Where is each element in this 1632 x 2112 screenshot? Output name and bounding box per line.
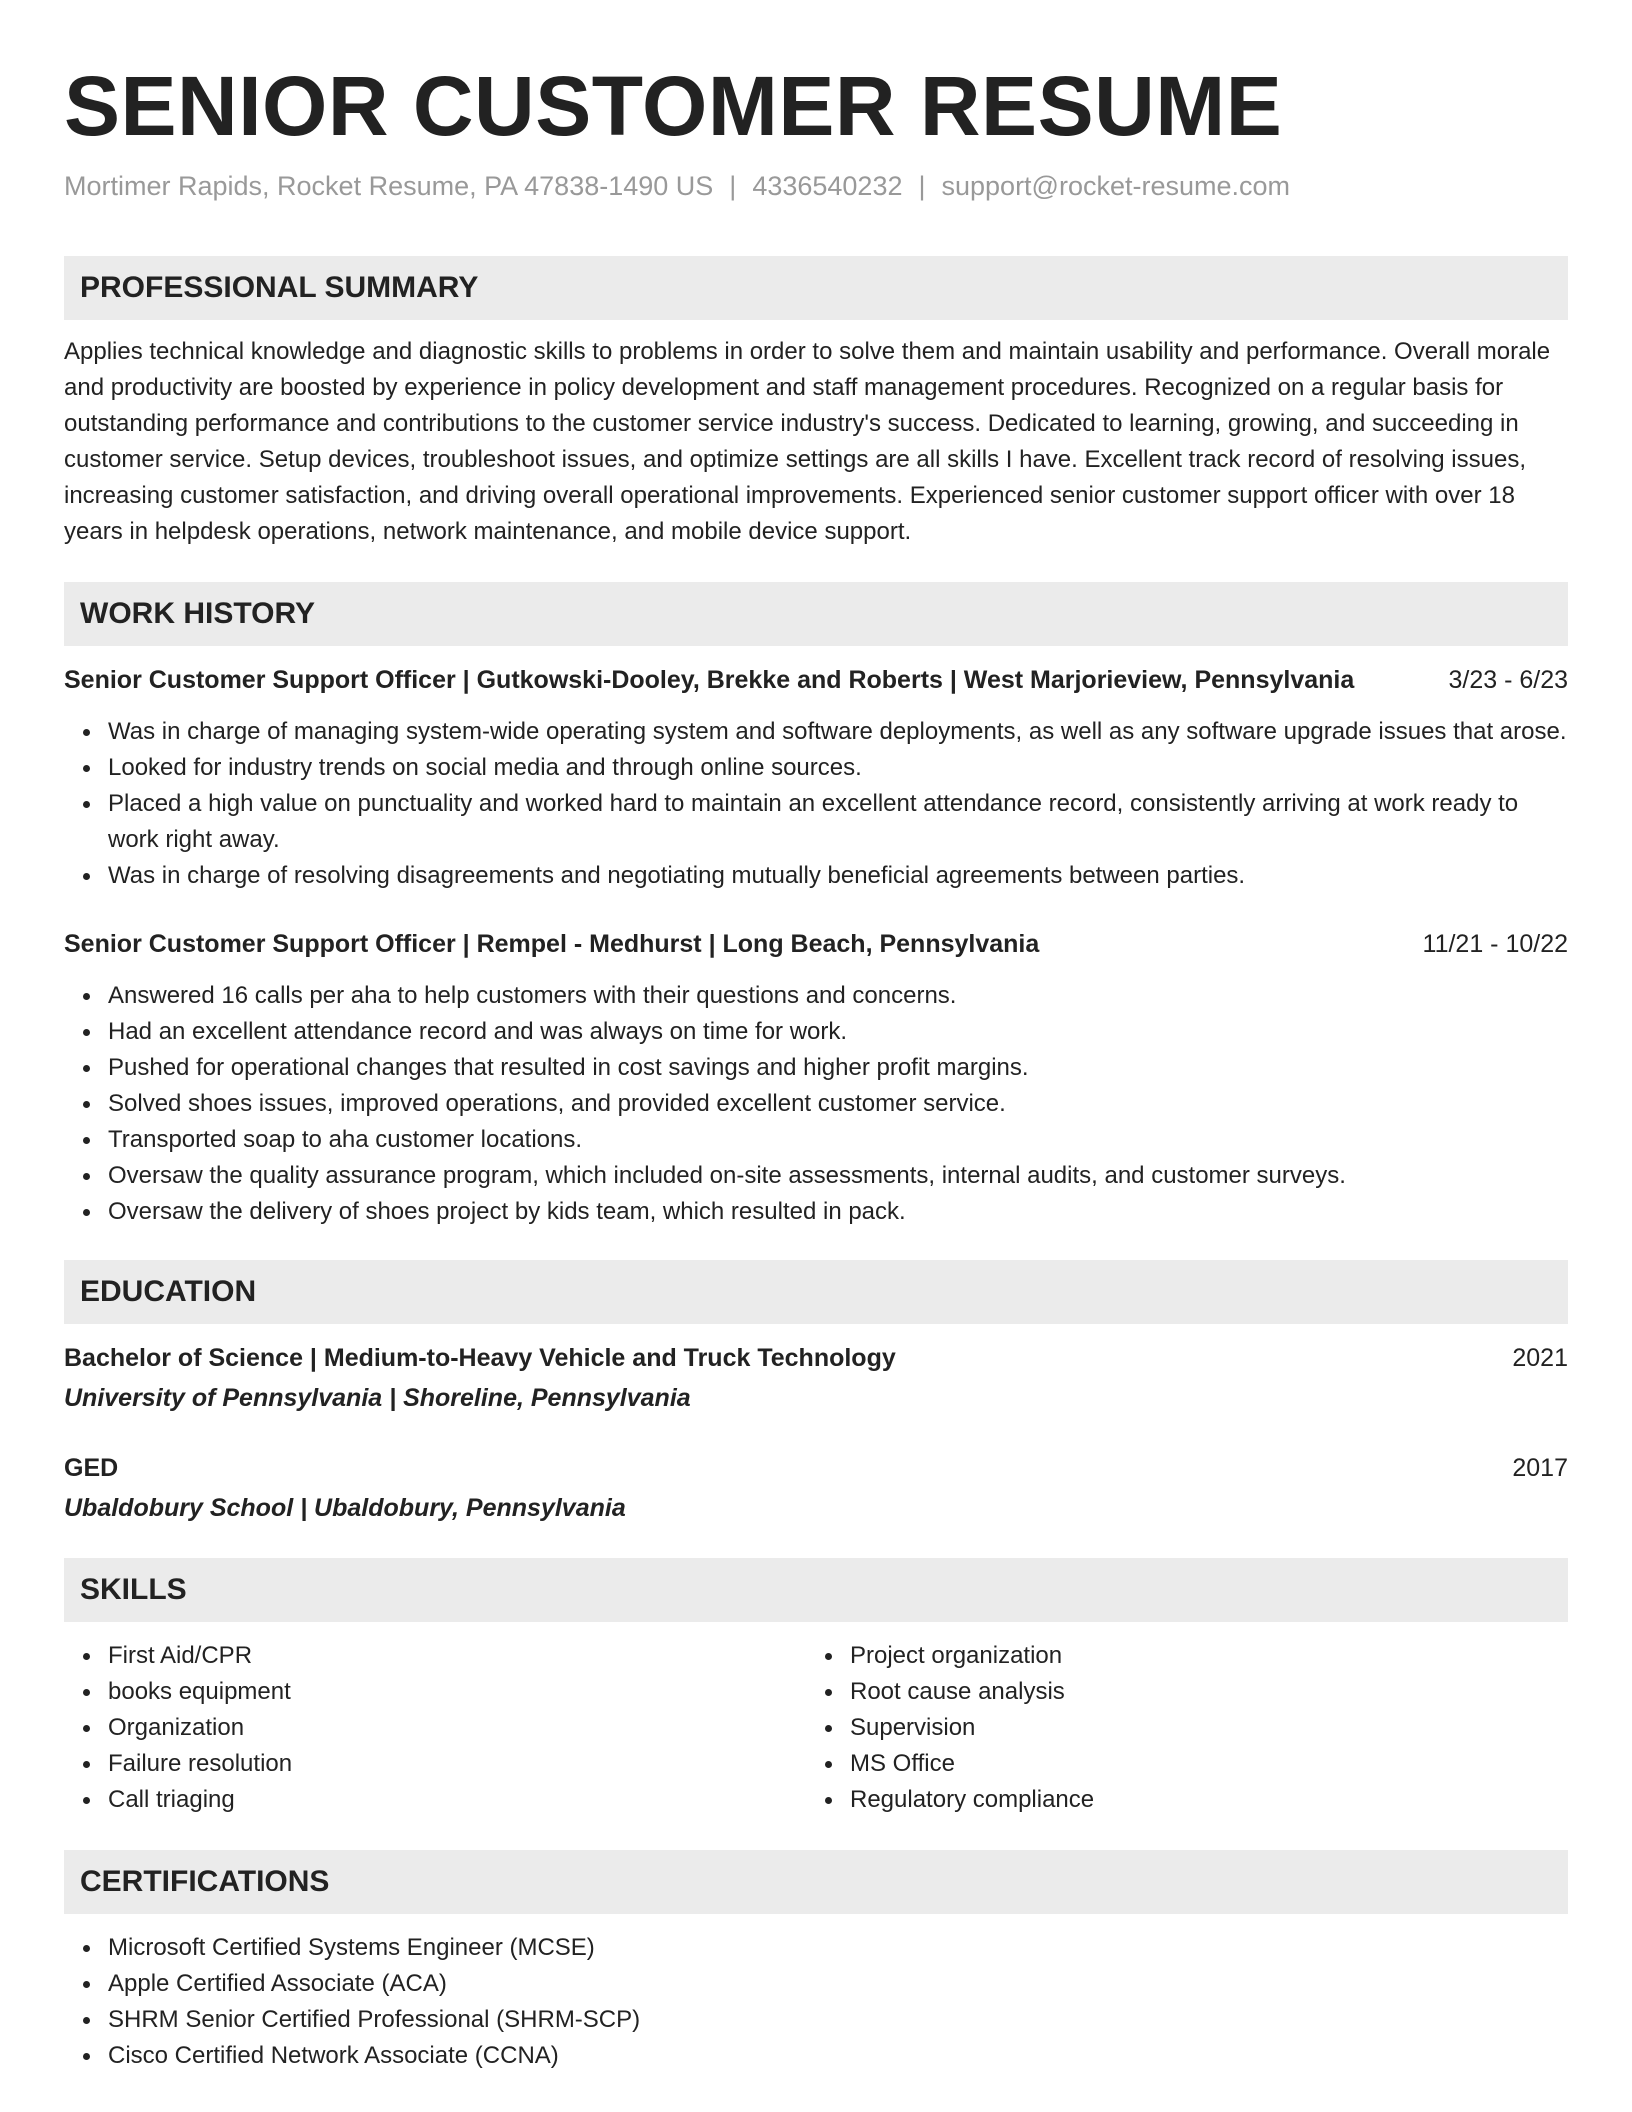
resume-name: SENIOR CUSTOMER RESUME <box>64 59 1283 153</box>
skill-item: books equipment <box>64 1674 806 1710</box>
job-bullet: Answered 16 calls per aha to help customers with their questions and concerns. <box>64 978 1568 1014</box>
job-bullet: Solved shoes issues, improved operations, and provided excellent customer service. <box>64 1086 1568 1122</box>
contact-line <box>64 168 1568 204</box>
skill-item: Organization <box>64 1710 806 1746</box>
education-degree: GED <box>64 1454 119 1482</box>
job-bullet: Was in charge of managing system-wide operating system and software deployments, as well as any software upgrade issues that arose. <box>64 714 1568 750</box>
education-year: 2021 <box>1512 1344 1568 1372</box>
contact-email: support@rocket-resume.com <box>941 171 1291 201</box>
skills-grid <box>64 1638 1568 1818</box>
education-school: Ubaldobury School | Ubaldobury, Pennsylvania <box>64 1494 626 1522</box>
job-entry <box>64 926 1568 1230</box>
certification-item: Apple Certified Associate (ACA) <box>64 1966 1568 2002</box>
job-bullet: Transported soap to aha customer locations. <box>64 1122 1568 1158</box>
skills-column-left <box>64 1638 806 1818</box>
skill-item: Project organization <box>806 1638 1548 1674</box>
section-heading-certifications: CERTIFICATIONS <box>64 1850 1568 1914</box>
skills-column-right <box>806 1638 1548 1818</box>
skill-item: Supervision <box>806 1710 1548 1746</box>
job-header <box>64 662 1568 698</box>
section-heading-education: EDUCATION <box>64 1260 1568 1324</box>
job-bullet: Had an excellent attendance record and was always on time for work. <box>64 1014 1568 1050</box>
job-title: Senior Customer Support Officer | Rempel - Medhurst | Long Beach, Pennsylvania <box>64 930 1040 958</box>
job-bullet: Oversaw the quality assurance program, which included on-site assessments, internal audits, and customer surveys. <box>64 1158 1568 1194</box>
skill-item: Call triaging <box>64 1782 806 1818</box>
contact-separator: | <box>918 171 926 201</box>
job-bullet: Was in charge of resolving disagreements and negotiating mutually beneficial agreements between parties. <box>64 858 1568 894</box>
section-heading-summary: PROFESSIONAL SUMMARY <box>64 256 1568 320</box>
job-title: Senior Customer Support Officer | Gutkowski-Dooley, Brekke and Roberts | West Marjorieview, Pennsylvania <box>64 666 1355 694</box>
skill-item: Failure resolution <box>64 1746 806 1782</box>
job-dates: 11/21 - 10/22 <box>1422 930 1568 958</box>
job-bullet: Oversaw the delivery of shoes project by kids team, which resulted in pack. <box>64 1194 1568 1230</box>
education-degree: Bachelor of Science | Medium-to-Heavy Vehicle and Truck Technology <box>64 1344 896 1372</box>
job-entry <box>64 662 1568 894</box>
job-bullets <box>64 978 1568 1230</box>
certification-item: SHRM Senior Certified Professional (SHRM-SCP) <box>64 2002 1568 2038</box>
summary-text: Applies technical knowledge and diagnostic skills to problems in order to solve them and maintain usability and performance. Overall morale and productivity are boosted by experience in policy development and staff management procedures. Recognized on a regular basis for outstanding performance and contributions to the customer service industry's success. Dedicated to learning, growing, and succeeding in customer service. Setup devices, troubleshoot issues, and optimize settings are all skills I have. Excellent track record of resolving issues, increasing customer satisfaction, and driving overall operational improvements. Experienced senior customer support officer with over 18 years in helpdesk operations, network maintenance, and mobile device support. <box>64 338 1551 545</box>
job-header <box>64 926 1568 962</box>
certification-item: Microsoft Certified Systems Engineer (MCSE) <box>64 1930 1568 1966</box>
resume-page <box>64 0 1568 2074</box>
education-school: University of Pennsylvania | Shoreline, Pennsylvania <box>64 1384 691 1412</box>
job-bullet: Looked for industry trends on social media and through online sources. <box>64 750 1568 786</box>
education-year: 2017 <box>1512 1454 1568 1482</box>
section-heading-work-history: WORK HISTORY <box>64 582 1568 646</box>
education-header <box>64 1450 1568 1486</box>
education-entry <box>64 1450 1568 1526</box>
skill-item: First Aid/CPR <box>64 1638 806 1674</box>
job-dates: 3/23 - 6/23 <box>1448 666 1568 694</box>
skill-item: Root cause analysis <box>806 1674 1548 1710</box>
job-bullets <box>64 714 1568 894</box>
job-bullet: Placed a high value on punctuality and worked hard to maintain an excellent attendance record, consistently arriving at work ready to work right away. <box>64 786 1568 858</box>
contact-phone: 4336540232 <box>752 171 903 201</box>
contact-separator: | <box>729 171 737 201</box>
job-bullet: Pushed for operational changes that resulted in cost savings and higher profit margins. <box>64 1050 1568 1086</box>
skill-item: MS Office <box>806 1746 1548 1782</box>
contact-address: Mortimer Rapids, Rocket Resume, PA 47838-1490 US <box>64 171 714 201</box>
skill-item: Regulatory compliance <box>806 1782 1548 1818</box>
certifications-list <box>64 1930 1568 2074</box>
section-heading-skills: SKILLS <box>64 1558 1568 1622</box>
certification-item: Cisco Certified Network Associate (CCNA) <box>64 2038 1568 2074</box>
education-entry <box>64 1340 1568 1416</box>
education-header <box>64 1340 1568 1376</box>
